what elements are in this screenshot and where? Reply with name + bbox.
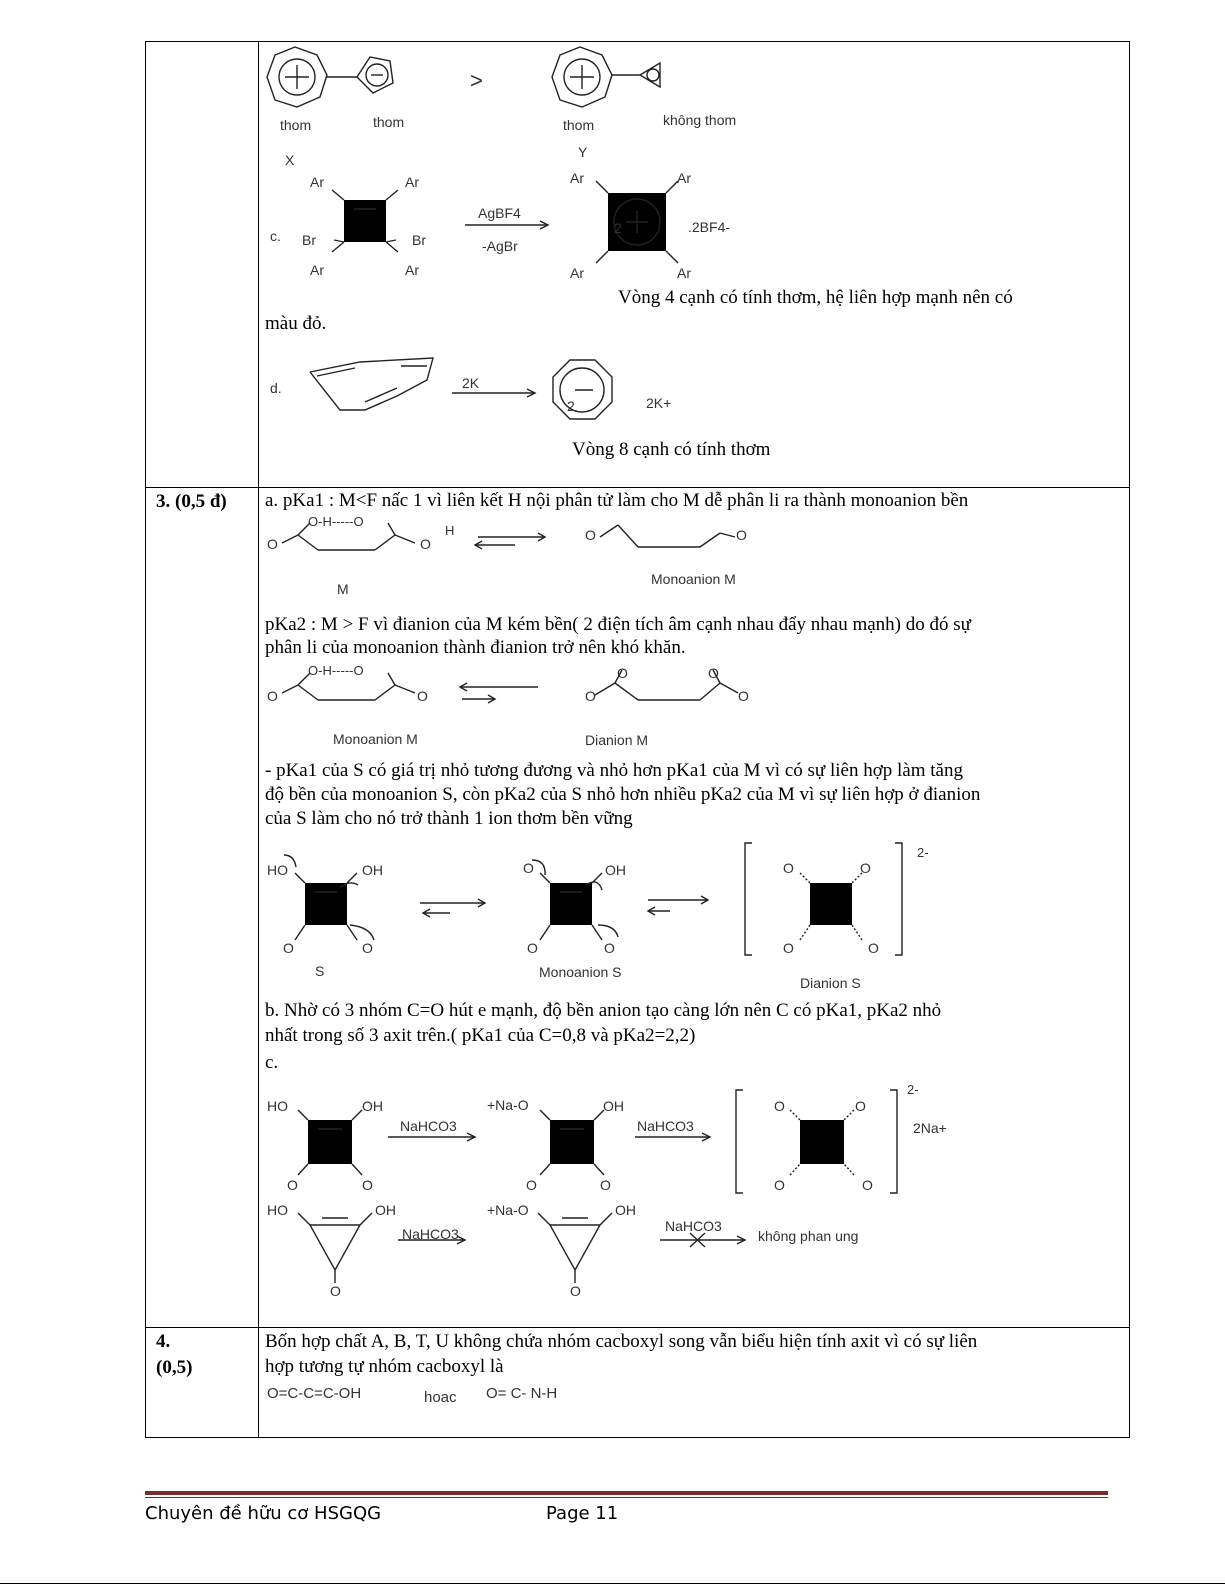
ar-label: Ar (677, 265, 691, 281)
reagent-2k: 2K (462, 375, 480, 391)
q4-line1: Bốn hợp chất A, B, T, U không chứa nhóm cacboxyl song vẫn biểu hiện tính axit vì có sự liên (265, 1331, 978, 1352)
reagent-nahco3: NaHCO3 (637, 1118, 694, 1134)
q3-s-line1: - pKa1 của S có giá trị nhỏ tương đương và nhỏ hơn pKa1 của M vì có sự liên hợp làm tăng (265, 760, 963, 781)
atom-ho: HO (267, 862, 288, 878)
atom-oh: OH (362, 862, 383, 878)
byproduct-agbr: -AgBr (482, 238, 518, 254)
q3-label: 3. (0,5 đ) (156, 491, 227, 512)
ar-label: Ar (570, 265, 584, 281)
row-divider-q4 (146, 1327, 1129, 1328)
atom-o: O (585, 527, 596, 543)
atom-o: O (600, 1177, 611, 1193)
atom-o: O (267, 536, 278, 552)
label-dianion-m: Dianion M (585, 732, 649, 748)
label-khong-thom: không thom (663, 112, 737, 128)
cyclobutene-reaction (300, 185, 760, 285)
reagent-nahco3: NaHCO3 (665, 1218, 722, 1234)
atom-o: O (283, 940, 294, 956)
q3-c-line: c. (265, 1052, 279, 1073)
atom-o: O (774, 1177, 785, 1193)
footer-rule-thin (145, 1497, 1108, 1498)
atom-oh: OH (603, 1098, 624, 1114)
br-label: Br (302, 232, 316, 248)
label-x: X (285, 152, 295, 168)
atom-o: O (868, 940, 879, 956)
label-hoac: hoac (424, 1389, 457, 1406)
atom-oh: OH (362, 1098, 383, 1114)
atom-o: O (585, 688, 596, 704)
q4-label-pts: (0,5) (156, 1357, 193, 1378)
charge-2: 2 (614, 220, 622, 236)
atom-o: O (523, 860, 534, 876)
label-monoanion-m-2: Monoanion M (333, 731, 418, 747)
q3-pka2-line2: phân li của monoanion thành đianion trở nên khó khăn. (265, 637, 686, 658)
atom-o: O (783, 860, 794, 876)
q3-b-line2: nhất trong số 3 axit trên.( pKa1 của C=0,8 và pKa2=2,2) (265, 1025, 696, 1046)
br-label: Br (412, 232, 426, 248)
q3-s-line2: độ bền của monoanion S, còn pKa2 của S nhỏ hơn nhiều pKa2 của M vì sự liên hợp ở đianion (265, 784, 981, 805)
atom-o: O (736, 527, 747, 543)
atom-oh: OH (615, 1202, 636, 1218)
atom-na-o: +Na-O (487, 1097, 529, 1113)
atom-o: O (860, 860, 871, 876)
atom-o: O (708, 665, 719, 681)
label-khong-phan-ung: không phan ung (758, 1228, 859, 1244)
label-thom-3: thom (563, 117, 595, 133)
atom-o: O (362, 940, 373, 956)
part-c-letter: c. (270, 228, 281, 244)
ar-label: Ar (570, 170, 584, 186)
atom-o: O (420, 536, 431, 552)
footer-page-number: Page 11 (546, 1503, 619, 1524)
q4-label-num: 4. (156, 1331, 171, 1352)
part-d-letter: d. (270, 380, 282, 396)
q3-b-line1: b. Nhờ có 3 nhóm C=O hút e mạnh, độ bền anion tạo càng lớn nên C có pKa1, pKa2 nhỏ (265, 1000, 942, 1021)
label-s: S (315, 963, 325, 979)
atom-o: O (362, 1177, 373, 1193)
atom-o: O (738, 688, 749, 704)
charge-2: 2 (567, 398, 575, 414)
ar-label: Ar (677, 170, 691, 186)
formula-amide: O= C- N-H (486, 1385, 558, 1402)
dianion-charge: 2- (917, 845, 929, 860)
ar-label: Ar (310, 174, 324, 190)
footer-title: Chuyên đề hữu cơ HSGQG (145, 1503, 382, 1524)
q3-a-line: a. pKa1 : M<F nấc 1 vì liên kết H nội phân tử làm cho M dễ phân li ra thành monoanion bền (265, 490, 969, 511)
atom-o: O (783, 940, 794, 956)
atom-oh: OH (375, 1202, 396, 1218)
formula-enol: O=C-C=C-OH (267, 1385, 362, 1402)
label-y: Y (578, 144, 588, 160)
reagent-nahco3: NaHCO3 (400, 1118, 457, 1134)
greater-than-sign: > (470, 68, 483, 93)
atom-o: O (604, 940, 615, 956)
atom-o: O (774, 1098, 785, 1114)
atom-o: O (527, 940, 538, 956)
atom-o: O (330, 1283, 341, 1299)
q3-s-line3: của S làm cho nó trở thành 1 ion thơm bền vững (265, 808, 633, 829)
atom-na-o: +Na-O (487, 1202, 529, 1218)
ar-label: Ar (310, 262, 324, 278)
atom-o: O (617, 665, 628, 681)
footer-rule-thick (145, 1491, 1108, 1495)
atom-o: O (287, 1177, 298, 1193)
atom-o: O (267, 688, 278, 704)
atom-oh: OH (605, 862, 626, 878)
row-divider-q3 (146, 487, 1129, 488)
salt-2k: 2K+ (646, 395, 672, 411)
label-thom-2: thom (373, 114, 405, 130)
reagent-nahco3: NaHCO3 (402, 1226, 459, 1242)
label-m: M (337, 581, 349, 597)
atom-ho: HO (267, 1098, 288, 1114)
atom-o: O (570, 1283, 581, 1299)
label-thom-1: thom (280, 117, 312, 133)
label-dianion-s: Dianion S (800, 975, 861, 991)
label-monoanion-m: Monoanion M (651, 571, 736, 587)
atom-o: O (526, 1177, 537, 1193)
reagent-agbf4: AgBF4 (478, 205, 521, 221)
note-red-color: màu đỏ. (265, 313, 327, 334)
salt-bf4: .2BF4- (688, 219, 731, 235)
atom-o: O (855, 1098, 866, 1114)
atom-o: O (417, 688, 428, 704)
column-divider (258, 42, 259, 1437)
q4-line2: hợp tương tự nhóm cacboxyl là (265, 1356, 504, 1377)
page-bottom-line (0, 1583, 1225, 1584)
q3-pka2-line1: pKa2 : M > F vì đianion của M kém bền( 2 điện tích âm cạnh nhau đẩy nhau mạnh) do đó sự (265, 614, 971, 635)
ar-label: Ar (405, 262, 419, 278)
note-8-ring: Vòng 8 cạnh có tính thơm (572, 439, 771, 460)
dianion-charge: 2- (907, 1082, 919, 1097)
label-monoanion-s: Monoanion S (539, 964, 622, 980)
ar-label: Ar (405, 174, 419, 190)
atom-o: O (862, 1177, 873, 1193)
note-4-ring: Vòng 4 cạnh có tính thơm, hệ liên hợp mạnh nên có (618, 287, 1013, 308)
counter-ion-2na: 2Na+ (913, 1120, 947, 1136)
atom-ho: HO (267, 1202, 288, 1218)
